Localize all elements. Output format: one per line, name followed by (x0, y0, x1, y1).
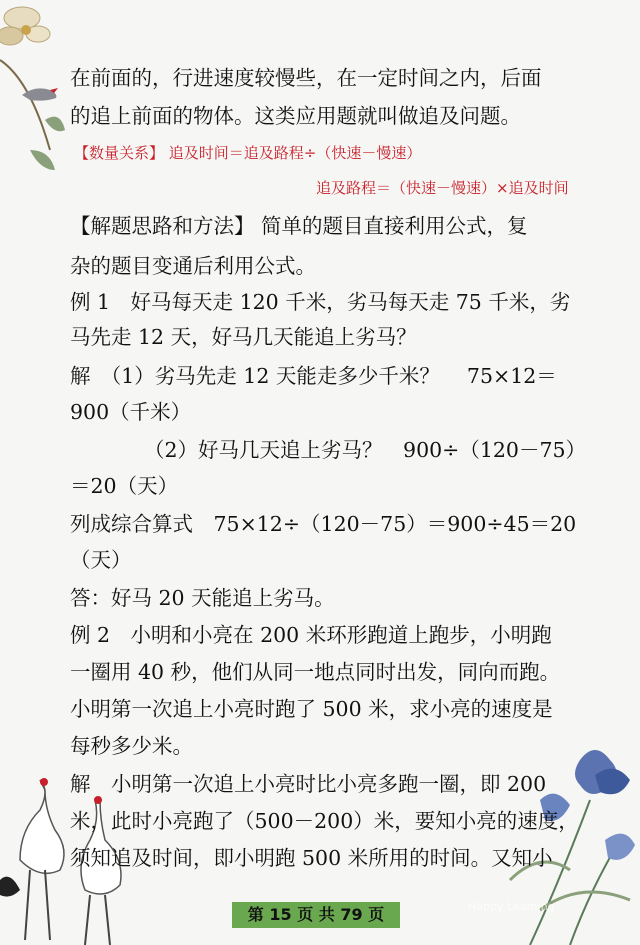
text-line-6: 杂的题目变通后利用公式。 (70, 254, 316, 278)
text-line-11: （2）好马几天追上劣马？ 900÷（120－75） (144, 438, 587, 462)
text-line-17: 一圈用 40 秒，他们从同一地点同时出发，同向而跑。 (70, 660, 561, 684)
text-line-21: 米，此时小亮跑了（500－200）米，要知小亮的速度， (70, 809, 579, 833)
text-line-13: 列成综合算式 75×12÷（120－75）＝900÷45＝20 (70, 512, 577, 536)
text-line-7: 例 1 好马每天走 120 千米，劣马每天走 75 千米，劣 (70, 290, 571, 314)
text-line-20: 解 小明第一次追上小亮时比小亮多跑一圈，即 200 (70, 772, 547, 796)
text-line-18: 小明第一次追上小亮时跑了 500 米，求小亮的速度是 (70, 697, 553, 721)
text-line-5: 【解题思路和方法】 简单的题目直接利用公式，复 (70, 214, 528, 238)
text-line-8: 马先走 12 天，好马几天能追上劣马？ (70, 325, 417, 349)
quantity-relation-formula: 【数量关系】 追及时间＝追及路程÷（快速－慢速） (74, 144, 422, 162)
text-line-19: 每秒多少米。 (70, 734, 193, 758)
text-line-10: 900（千米） (70, 400, 192, 424)
chase-distance-formula: 追及路程＝（快速－慢速）×追及时间 (316, 179, 569, 197)
page-number-footer: 第 15 页 共 79 页 (232, 902, 400, 928)
watermark: Happy Learning (468, 900, 555, 913)
text-line-12: ＝20（天） (70, 474, 179, 498)
text-line-2: 的追上前面的物体。这类应用题就叫做追及问题。 (70, 104, 521, 128)
text-line-9: 解 （1）劣马先走 12 天能走多少千米？ 75×12＝ (70, 364, 557, 388)
text-line-16: 例 2 小明和小亮在 200 米环形跑道上跑步，小明跑 (70, 623, 552, 647)
text-line-15: 答：好马 20 天能追上劣马。 (70, 586, 335, 610)
text-line-1: 在前面的，行进速度较慢些，在一定时间之内，后面 (70, 66, 542, 90)
text-line-14: （天） (70, 548, 132, 572)
text-line-22: 须知追及时间，即小明跑 500 米所用的时间。又知小 (70, 846, 553, 870)
bird-decoration-icon (20, 80, 60, 110)
